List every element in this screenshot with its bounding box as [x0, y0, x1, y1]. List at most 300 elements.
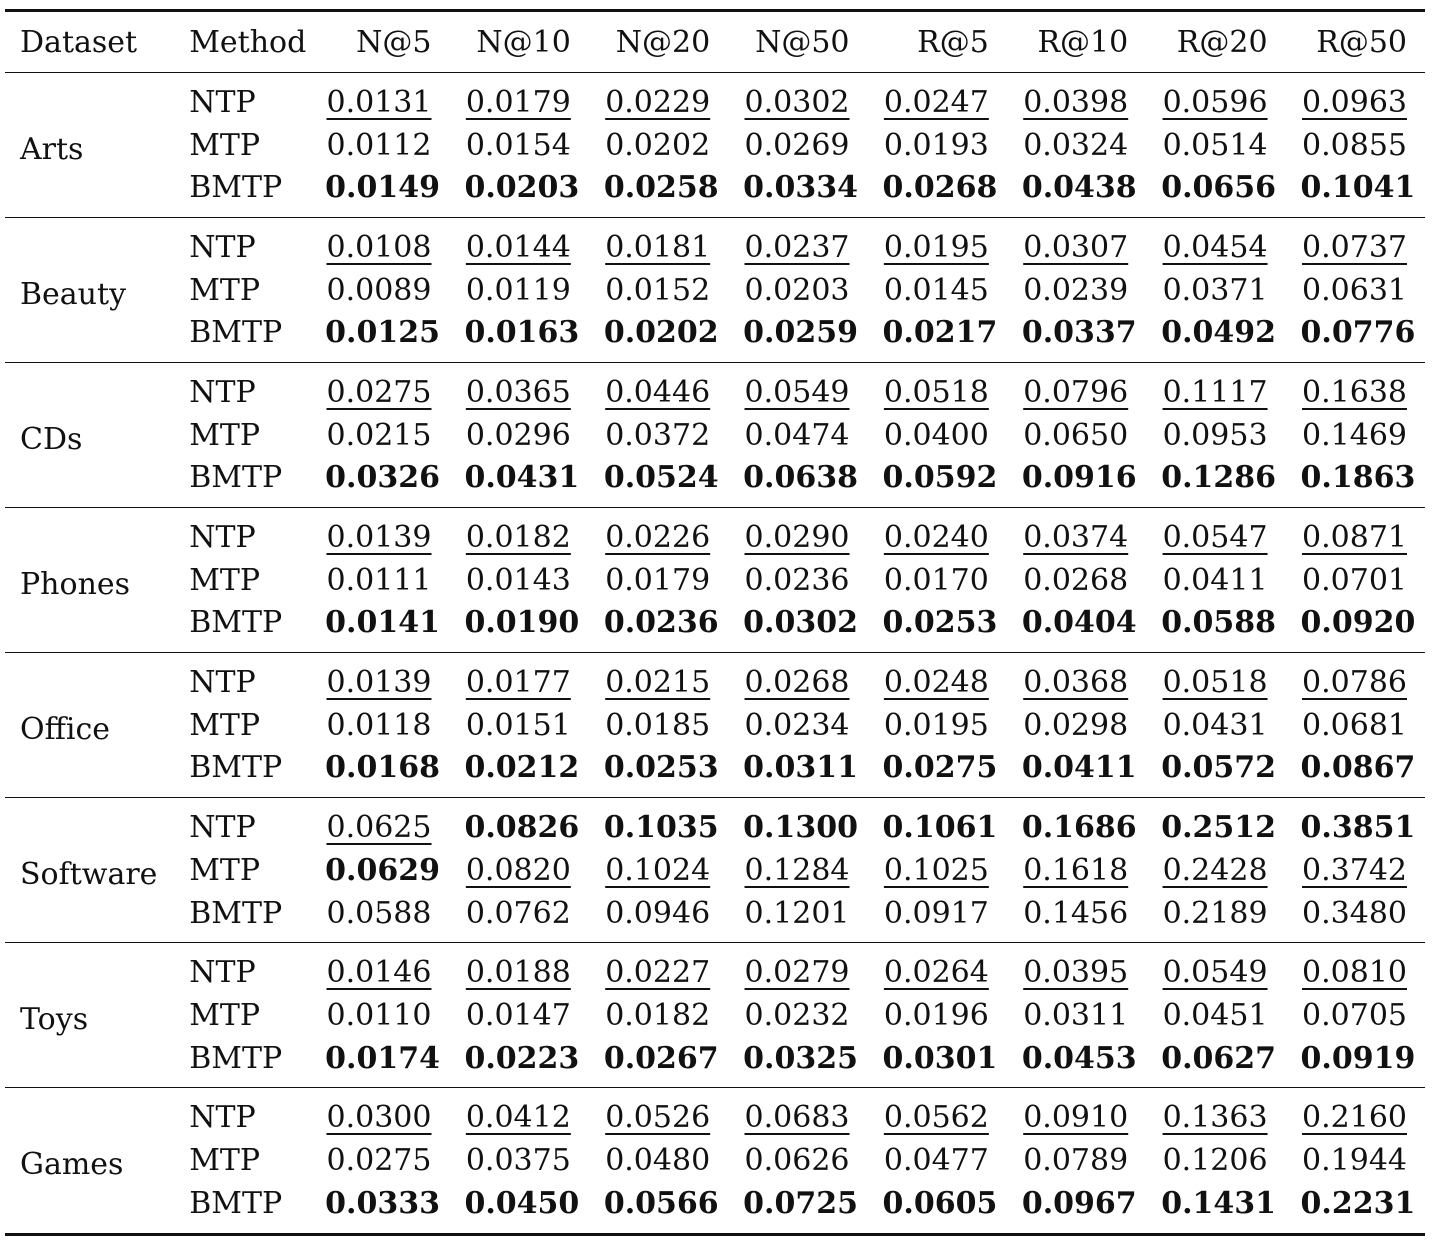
metric-cell — [728, 363, 867, 414]
metric-value: 0.2428 — [1162, 852, 1268, 888]
metric-value: 0.0110 — [326, 997, 432, 1033]
metric-value: 0.0681 — [1302, 707, 1407, 743]
metric-value: 0.0253 — [603, 750, 719, 786]
metric-value: 0.1206 — [1162, 1142, 1268, 1178]
metric-cell — [1007, 559, 1146, 602]
metric-cell — [1286, 1088, 1425, 1139]
metric-cell — [728, 747, 867, 798]
metric-value: 0.1944 — [1302, 1142, 1407, 1178]
metric-cell — [1007, 943, 1146, 994]
metric-cell — [868, 1139, 1007, 1182]
metric-value: 0.1300 — [743, 810, 858, 846]
metric-value: 0.0337 — [1021, 315, 1137, 351]
metric-value: 0.0174 — [325, 1040, 440, 1076]
metric-value: 0.0547 — [1162, 520, 1268, 556]
method-name: BMTP — [189, 605, 283, 641]
metric-cell — [868, 1182, 1007, 1234]
metric-cell — [449, 414, 588, 457]
metric-cell — [310, 994, 449, 1037]
metric-cell — [1146, 166, 1285, 217]
metric-cell — [310, 559, 449, 602]
metric-value: 0.0820 — [465, 852, 571, 888]
metric-cell — [1146, 1088, 1285, 1139]
metric-value: 0.2512 — [1161, 810, 1277, 846]
metric-cell — [310, 1182, 449, 1234]
metric-cell — [868, 363, 1007, 414]
metric-value: 0.0144 — [465, 229, 571, 265]
metric-cell — [449, 73, 588, 124]
metric-cell — [310, 1088, 449, 1139]
metric-value: 0.1284 — [744, 852, 850, 888]
metric-cell — [589, 653, 728, 704]
metric-value: 0.3851 — [1300, 810, 1416, 846]
metric-value: 0.0195 — [883, 707, 989, 743]
metric-cell — [1286, 559, 1425, 602]
metric-value: 0.0605 — [882, 1185, 998, 1221]
table-row — [5, 218, 1425, 269]
table-row — [5, 994, 1425, 1037]
metric-value: 0.0789 — [1023, 1142, 1129, 1178]
dataset-group — [5, 508, 1425, 653]
metric-cell — [449, 704, 588, 747]
header-r-at-5: R@5 — [917, 24, 989, 60]
metric-value: 0.0450 — [464, 1185, 580, 1221]
metric-value: 0.0145 — [883, 272, 989, 308]
metric-value: 0.0131 — [326, 84, 432, 120]
metric-cell — [449, 363, 588, 414]
metric-value: 0.0301 — [882, 1040, 998, 1076]
metric-cell — [449, 1182, 588, 1234]
metric-cell — [728, 1037, 867, 1088]
dataset-name: Arts — [20, 131, 84, 167]
results-table-container — [5, 9, 1425, 1236]
metric-value: 0.0867 — [1300, 750, 1416, 786]
dataset-group — [5, 218, 1425, 363]
metric-cell — [868, 1037, 1007, 1088]
method-name: MTP — [189, 1142, 261, 1178]
metric-value: 0.0264 — [883, 955, 989, 991]
metric-cell — [868, 508, 1007, 559]
metric-cell — [868, 892, 1007, 943]
metric-value: 0.0296 — [465, 417, 571, 453]
metric-value: 0.0701 — [1302, 562, 1407, 598]
metric-cell — [1007, 414, 1146, 457]
metric-value: 0.0268 — [1023, 562, 1129, 598]
metric-value: 0.0411 — [1021, 750, 1137, 786]
method-name: MTP — [189, 127, 261, 163]
dataset-name: CDs — [20, 421, 83, 457]
table-row — [5, 508, 1425, 559]
dataset-group — [5, 798, 1425, 943]
metric-value: 0.0234 — [744, 707, 850, 743]
metric-cell — [728, 269, 867, 312]
table-row — [5, 269, 1425, 312]
metric-value: 0.1456 — [1023, 895, 1129, 931]
metric-cell — [1286, 457, 1425, 508]
table-header — [5, 11, 1425, 73]
metric-cell — [310, 849, 449, 892]
header-r-at-50: R@50 — [1316, 24, 1407, 60]
metric-value: 0.0279 — [744, 955, 850, 991]
metric-cell — [1007, 166, 1146, 217]
table-row — [5, 1037, 1425, 1088]
metric-value: 0.0375 — [465, 1142, 571, 1178]
metric-value: 0.0223 — [464, 1040, 580, 1076]
method-name: BMTP — [189, 460, 283, 496]
metric-cell — [728, 166, 867, 217]
metric-cell — [310, 166, 449, 217]
metric-value: 0.0398 — [1023, 84, 1129, 120]
metric-value: 0.0737 — [1302, 229, 1407, 265]
metric-cell — [310, 508, 449, 559]
dataset-name: Games — [20, 1146, 124, 1182]
metric-cell — [1007, 457, 1146, 508]
metric-cell — [728, 943, 867, 994]
metric-value: 0.0453 — [1021, 1040, 1137, 1076]
metric-value: 0.0195 — [883, 229, 989, 265]
metric-value: 0.1638 — [1302, 374, 1407, 410]
metric-value: 0.0268 — [744, 665, 850, 701]
metric-value: 0.0477 — [883, 1142, 989, 1178]
metric-cell — [449, 602, 588, 653]
metric-cell — [310, 892, 449, 943]
metric-value: 0.0588 — [326, 895, 432, 931]
header-r-at-20: R@20 — [1176, 24, 1268, 60]
metric-cell — [868, 414, 1007, 457]
metric-cell — [1146, 602, 1285, 653]
metric-value: 0.0810 — [1302, 955, 1407, 991]
metric-cell — [868, 73, 1007, 124]
metric-value: 0.0089 — [326, 272, 432, 308]
metric-value: 0.0518 — [883, 374, 989, 410]
metric-value: 0.0372 — [605, 417, 711, 453]
metric-value: 0.0446 — [605, 374, 711, 410]
metric-value: 0.0269 — [744, 127, 850, 163]
method-name: NTP — [189, 229, 256, 265]
method-name: BMTP — [189, 1040, 283, 1076]
dataset-group — [5, 943, 1425, 1088]
metric-value: 0.0596 — [1162, 84, 1268, 120]
metric-value: 0.0147 — [465, 997, 571, 1033]
metric-cell — [1146, 414, 1285, 457]
metric-cell — [1007, 311, 1146, 362]
metric-cell — [1286, 311, 1425, 362]
header-n-at-5: N@5 — [356, 24, 432, 60]
dataset-group — [5, 363, 1425, 508]
metric-value: 0.0185 — [605, 707, 711, 743]
metric-value: 0.0227 — [605, 955, 711, 991]
metric-value: 0.0572 — [1161, 750, 1277, 786]
metric-cell — [1286, 269, 1425, 312]
metric-value: 0.0480 — [605, 1142, 711, 1178]
metric-cell — [728, 602, 867, 653]
metric-cell — [589, 1182, 728, 1234]
metric-value: 0.0154 — [465, 127, 571, 163]
dataset-name: Beauty — [20, 276, 127, 312]
metric-value: 0.0638 — [743, 460, 858, 496]
metric-cell — [1146, 798, 1285, 849]
metric-cell — [868, 311, 1007, 362]
metric-cell — [589, 1139, 728, 1182]
metric-value: 0.0395 — [1023, 955, 1129, 991]
metric-cell — [1286, 602, 1425, 653]
metric-cell — [1286, 124, 1425, 167]
metric-cell — [1007, 1182, 1146, 1234]
metric-value: 0.0302 — [744, 84, 850, 120]
metric-value: 0.2231 — [1300, 1185, 1416, 1221]
metric-cell — [1007, 798, 1146, 849]
metric-cell — [589, 311, 728, 362]
metric-value: 0.0474 — [744, 417, 850, 453]
metric-cell — [1007, 363, 1146, 414]
metric-cell — [728, 218, 867, 269]
metric-cell — [1007, 892, 1146, 943]
metric-value: 0.0438 — [1021, 170, 1137, 206]
metric-cell — [1286, 849, 1425, 892]
metric-cell — [1286, 1182, 1425, 1234]
metric-value: 0.1431 — [1161, 1185, 1277, 1221]
method-name: BMTP — [189, 895, 283, 931]
metric-cell — [728, 414, 867, 457]
metric-value: 0.0518 — [1162, 665, 1268, 701]
metric-cell — [589, 602, 728, 653]
metric-value: 0.0151 — [465, 707, 571, 743]
metric-cell — [868, 269, 1007, 312]
metric-cell — [310, 798, 449, 849]
metric-value: 0.0826 — [464, 810, 580, 846]
metric-value: 0.0871 — [1302, 520, 1407, 556]
metric-cell — [728, 73, 867, 124]
metric-cell — [868, 457, 1007, 508]
metric-value: 0.1363 — [1162, 1100, 1268, 1136]
table-row — [5, 1139, 1425, 1182]
metric-cell — [449, 892, 588, 943]
metric-value: 0.0302 — [743, 605, 858, 641]
metric-cell — [589, 508, 728, 559]
header-r-at-10: R@10 — [1037, 24, 1129, 60]
metric-cell — [449, 508, 588, 559]
metric-cell — [728, 892, 867, 943]
metric-value: 0.0963 — [1302, 84, 1407, 120]
metric-cell — [1146, 1182, 1285, 1234]
metric-value: 0.0196 — [883, 997, 989, 1033]
table-row — [5, 124, 1425, 167]
metric-cell — [1146, 73, 1285, 124]
metric-cell — [868, 943, 1007, 994]
metric-cell — [589, 457, 728, 508]
metric-value: 0.0325 — [743, 1040, 858, 1076]
metric-cell — [589, 166, 728, 217]
metric-cell — [589, 269, 728, 312]
metric-value: 0.0953 — [1162, 417, 1268, 453]
metric-value: 0.1286 — [1161, 460, 1277, 496]
table-row — [5, 166, 1425, 217]
metric-value: 0.0253 — [882, 605, 998, 641]
metric-value: 0.0324 — [1023, 127, 1129, 163]
metric-cell — [1007, 704, 1146, 747]
metric-value: 0.1041 — [1300, 170, 1416, 206]
table-row — [5, 943, 1425, 994]
metric-value: 0.0111 — [326, 562, 432, 598]
metric-value: 0.0170 — [883, 562, 989, 598]
table-row — [5, 653, 1425, 704]
metric-cell — [310, 457, 449, 508]
metric-value: 0.0631 — [1302, 272, 1407, 308]
metric-value: 0.1024 — [605, 852, 711, 888]
dataset-group — [5, 73, 1425, 218]
metric-cell — [449, 124, 588, 167]
metric-value: 0.0683 — [744, 1100, 850, 1136]
metric-cell — [1286, 363, 1425, 414]
metric-value: 0.0182 — [605, 997, 711, 1033]
metric-cell — [449, 653, 588, 704]
table-row — [5, 414, 1425, 457]
metric-value: 0.1686 — [1021, 810, 1137, 846]
table-row — [5, 73, 1425, 124]
metric-cell — [868, 653, 1007, 704]
metric-cell — [310, 311, 449, 362]
metric-cell — [589, 363, 728, 414]
metric-cell — [1286, 166, 1425, 217]
metric-value: 0.0365 — [465, 374, 571, 410]
metric-cell — [589, 1037, 728, 1088]
dataset-name: Toys — [20, 1001, 89, 1037]
metric-value: 0.0514 — [1162, 127, 1268, 163]
metric-value: 0.0311 — [743, 750, 858, 786]
method-name: NTP — [189, 520, 256, 556]
method-name: BMTP — [189, 1185, 283, 1221]
metric-cell — [1007, 602, 1146, 653]
header-dataset: Dataset — [20, 24, 138, 60]
metric-cell — [1286, 508, 1425, 559]
metric-cell — [868, 798, 1007, 849]
metric-cell — [1007, 747, 1146, 798]
metric-cell — [1007, 124, 1146, 167]
dataset-name: Phones — [20, 566, 131, 602]
metric-value: 0.0431 — [1162, 707, 1268, 743]
metric-value: 0.0163 — [464, 315, 580, 351]
method-name: MTP — [189, 562, 261, 598]
metric-cell — [310, 124, 449, 167]
metric-cell — [449, 559, 588, 602]
metric-value: 0.2189 — [1162, 895, 1268, 931]
metric-cell — [449, 994, 588, 1037]
header-n-at-20: N@20 — [615, 24, 711, 60]
metric-cell — [728, 1139, 867, 1182]
metric-cell — [1286, 747, 1425, 798]
metric-value: 0.0239 — [1023, 272, 1129, 308]
metric-value: 0.0326 — [325, 460, 440, 496]
metric-value: 0.0143 — [465, 562, 571, 598]
metric-cell — [589, 218, 728, 269]
metric-value: 0.0919 — [1300, 1040, 1416, 1076]
method-name: NTP — [189, 665, 256, 701]
metric-cell — [1286, 943, 1425, 994]
metric-value: 0.0400 — [883, 417, 989, 453]
table-row — [5, 747, 1425, 798]
metric-value: 0.1025 — [883, 852, 989, 888]
metric-cell — [589, 994, 728, 1037]
metric-value: 0.0181 — [605, 229, 711, 265]
metric-cell — [449, 798, 588, 849]
metric-cell — [728, 704, 867, 747]
metric-value: 0.0232 — [744, 997, 850, 1033]
metric-value: 0.0229 — [605, 84, 711, 120]
method-name: MTP — [189, 852, 261, 888]
table-row — [5, 559, 1425, 602]
metric-cell — [310, 704, 449, 747]
metric-value: 0.0139 — [326, 665, 432, 701]
metric-value: 0.0705 — [1302, 997, 1407, 1033]
metric-value: 0.0549 — [744, 374, 850, 410]
metric-cell — [1146, 747, 1285, 798]
method-name: NTP — [189, 1100, 256, 1136]
metric-value: 0.1618 — [1023, 852, 1129, 888]
metric-cell — [449, 943, 588, 994]
metric-value: 0.0776 — [1300, 315, 1416, 351]
metric-value: 0.1061 — [882, 810, 998, 846]
metric-value: 0.0141 — [325, 605, 440, 641]
metric-value: 0.3742 — [1302, 852, 1407, 888]
table-row — [5, 1088, 1425, 1139]
metric-cell — [1007, 73, 1146, 124]
results-table — [5, 9, 1425, 1236]
metric-cell — [1146, 704, 1285, 747]
metric-value: 0.0526 — [605, 1100, 711, 1136]
metric-value: 0.0786 — [1302, 665, 1407, 701]
metric-value: 0.0290 — [744, 520, 850, 556]
metric-cell — [1146, 1139, 1285, 1182]
metric-cell — [589, 1088, 728, 1139]
metric-value: 0.0549 — [1162, 955, 1268, 991]
metric-value: 0.0374 — [1023, 520, 1129, 556]
metric-value: 0.0202 — [605, 127, 711, 163]
metric-value: 0.0182 — [465, 520, 571, 556]
metric-cell — [728, 124, 867, 167]
metric-value: 0.0112 — [326, 127, 432, 163]
header-method: Method — [189, 24, 307, 60]
metric-value: 0.0311 — [1023, 997, 1129, 1033]
dataset-group — [5, 1088, 1425, 1234]
metric-cell — [728, 653, 867, 704]
metric-value: 0.0451 — [1162, 997, 1268, 1033]
metric-cell — [589, 559, 728, 602]
metric-value: 0.0454 — [1162, 229, 1268, 265]
metric-cell — [1146, 508, 1285, 559]
metric-cell — [868, 1088, 1007, 1139]
metric-cell — [728, 457, 867, 508]
metric-cell — [449, 1037, 588, 1088]
metric-value: 0.0920 — [1300, 605, 1416, 641]
metric-cell — [589, 849, 728, 892]
metric-cell — [589, 892, 728, 943]
metric-value: 0.2160 — [1302, 1100, 1407, 1136]
metric-value: 0.0168 — [325, 750, 440, 786]
metric-cell — [449, 1088, 588, 1139]
metric-cell — [310, 747, 449, 798]
table-row — [5, 457, 1425, 508]
metric-value: 0.0404 — [1021, 605, 1137, 641]
metric-cell — [728, 994, 867, 1037]
metric-cell — [1146, 559, 1285, 602]
metric-cell — [1007, 653, 1146, 704]
metric-cell — [1007, 269, 1146, 312]
metric-cell — [589, 704, 728, 747]
metric-cell — [868, 602, 1007, 653]
metric-value: 0.0411 — [1162, 562, 1268, 598]
metric-value: 0.0190 — [464, 605, 580, 641]
metric-value: 0.0237 — [744, 229, 850, 265]
